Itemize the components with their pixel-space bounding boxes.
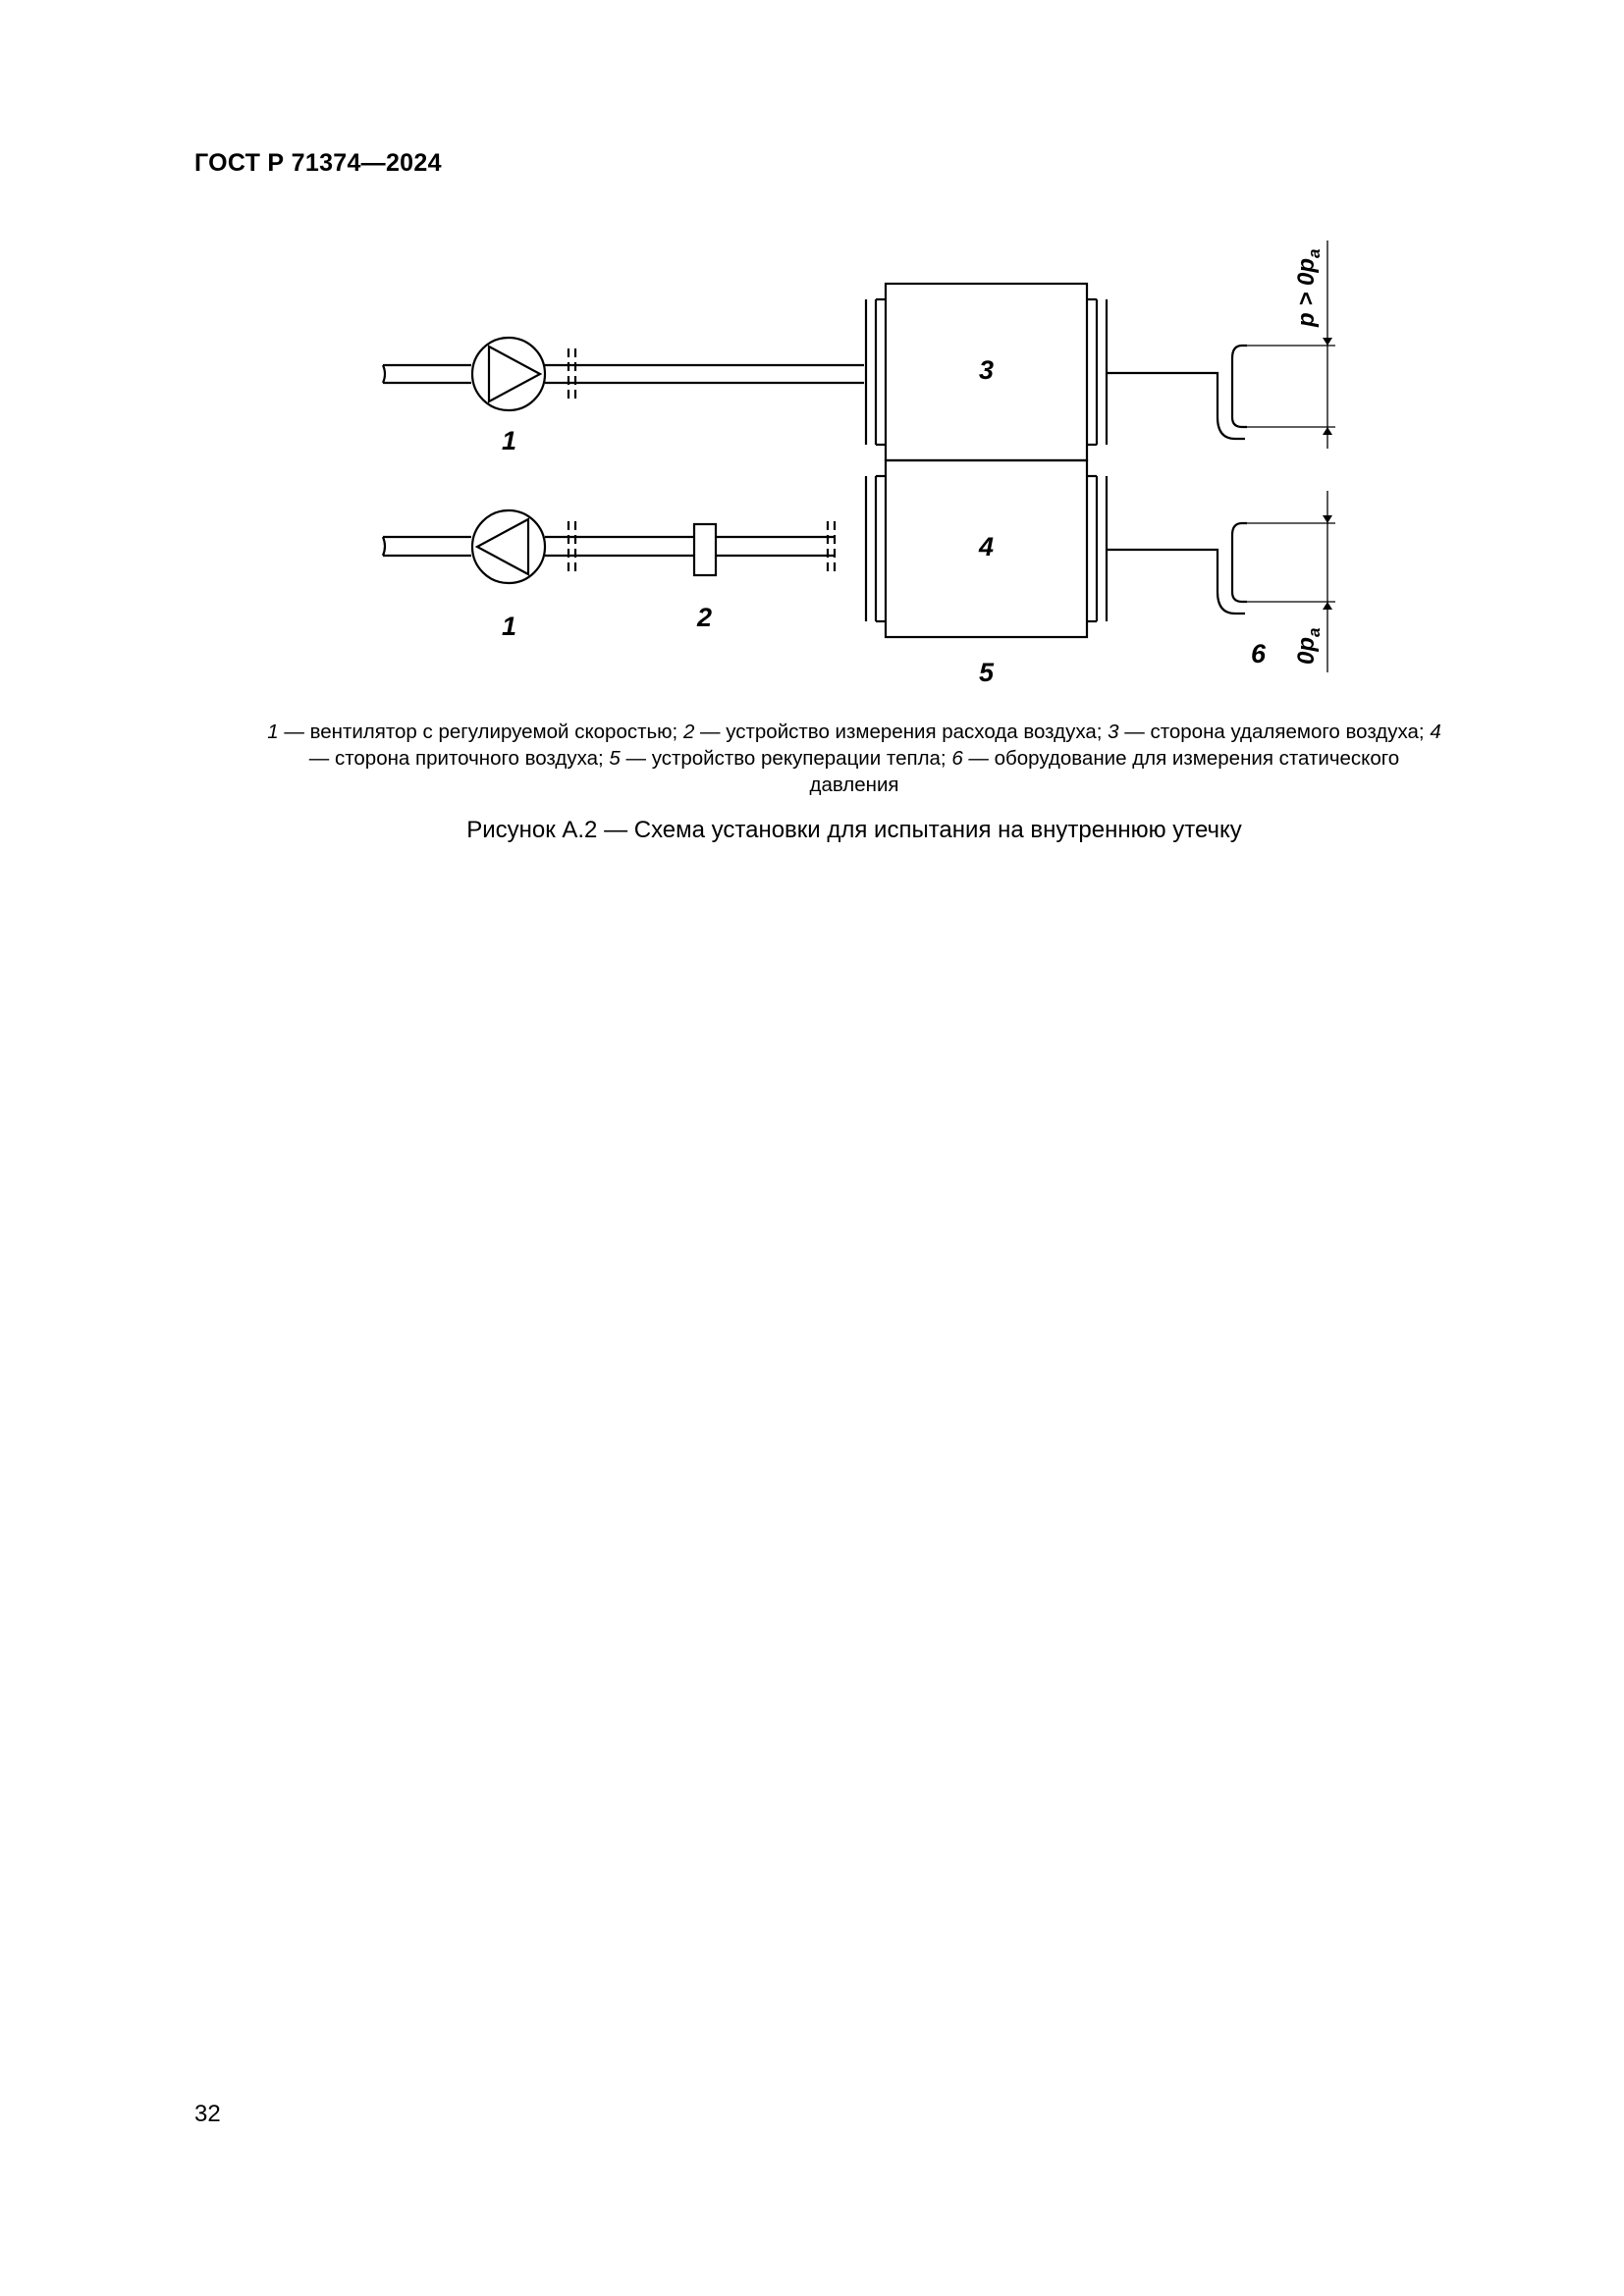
legend-text-6: — оборудование для измерения статического давления [809, 747, 1400, 796]
legend-text-3: — сторона удаляемого воздуха; [1118, 721, 1431, 743]
legend-text-5: — устройство рекуперации тепла; [620, 747, 952, 770]
page-number: 32 [194, 2101, 221, 2127]
legend-text-4: — сторона приточного воздуха; [308, 747, 610, 770]
pressure-label-top: $p > 0p_a$ [1293, 248, 1324, 327]
legend-text-2: — устройство измерения расхода воздуха; [694, 721, 1109, 743]
label-heat-recovery: 5 [979, 658, 995, 687]
label-pressure-equipment: 6 [1251, 639, 1267, 668]
label-fan-bottom: 1 [502, 612, 517, 641]
legend-num-2: 2 [682, 721, 695, 743]
fan-bottom-icon [472, 510, 545, 583]
label-supply-side: 4 [979, 532, 995, 561]
pressure-label-bottom: $0p_a$ [1293, 627, 1324, 665]
figure-legend [265, 719, 1443, 798]
test-setup-diagram [363, 221, 1443, 702]
document-header: ГОСТ Р 71374—2024 [194, 149, 442, 177]
fan-top-icon [472, 338, 545, 410]
label-flow-device: 2 [697, 603, 713, 632]
label-fan-top: 1 [502, 426, 517, 455]
legend-num-1: 1 [267, 721, 279, 743]
bottom-inlet-duct [383, 537, 471, 556]
bottom-main-duct [545, 537, 835, 556]
heat-recovery-unit [866, 284, 1107, 637]
legend-num-4: 4 [1430, 721, 1441, 743]
bottom-joint-marker-2 [828, 521, 835, 572]
bottom-joint-marker [568, 521, 575, 572]
top-joint-marker [568, 348, 575, 400]
diagram-svg [363, 221, 1443, 702]
top-inlet-duct [383, 365, 471, 383]
label-exhaust-side: 3 [979, 355, 995, 385]
legend-text-1: — вентилятор с регулируемой скоростью; [278, 721, 683, 743]
flow-measurement-device [694, 524, 716, 575]
legend-num-3: 3 [1108, 721, 1119, 743]
top-main-duct [545, 365, 864, 383]
legend-num-6: 6 [951, 747, 963, 770]
figure-caption: Рисунок А.2 — Схема установки для испытания на внутреннюю утечку [466, 817, 1242, 843]
legend-num-5: 5 [609, 747, 621, 770]
